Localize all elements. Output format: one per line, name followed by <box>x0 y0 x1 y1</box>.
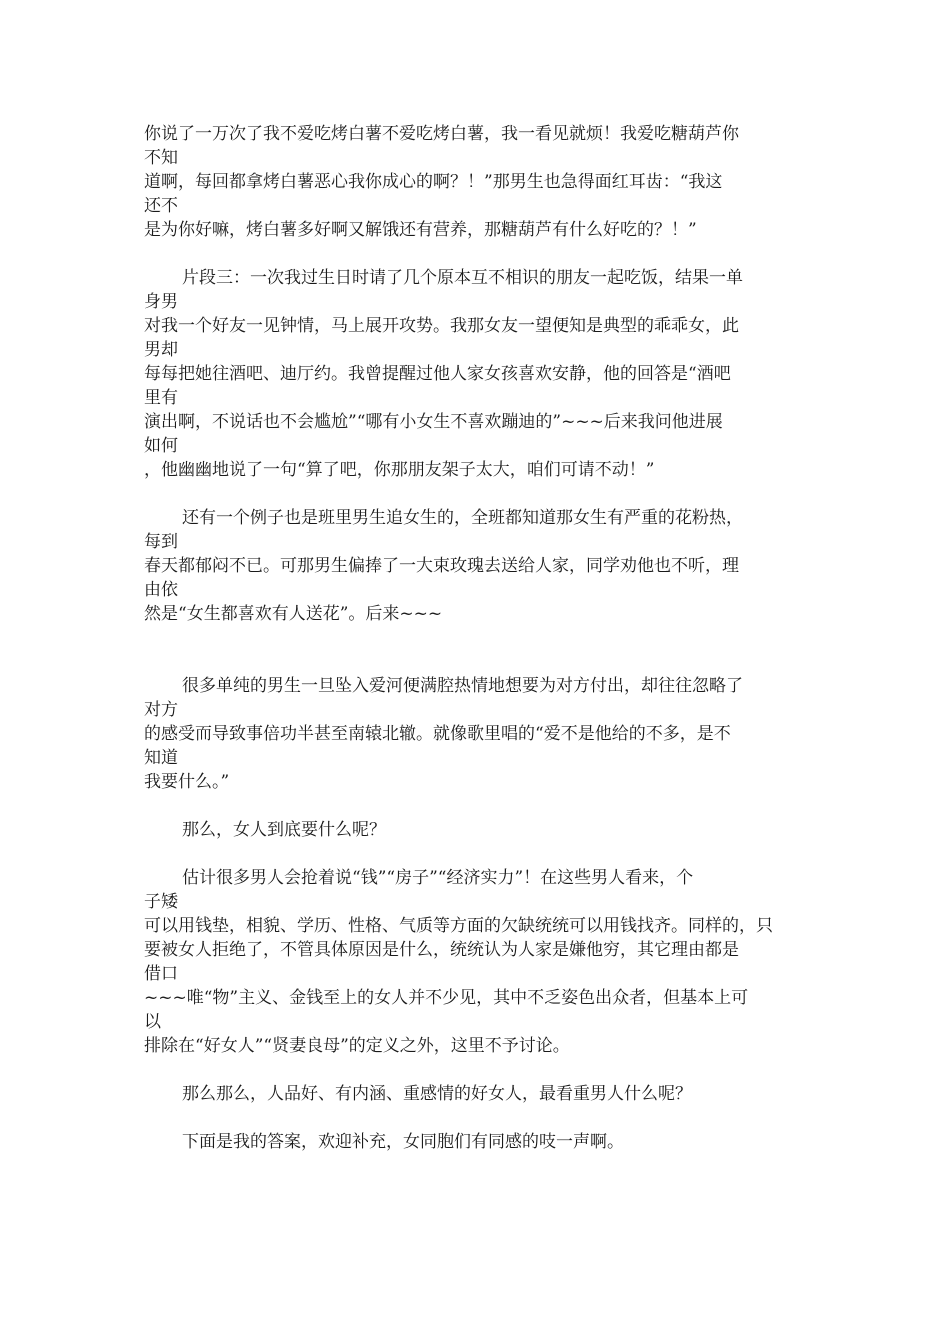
document-body <box>144 122 816 1154</box>
text-line: ，他幽幽地说了一句“算了吧，你那朋友架子太大，咱们可请不动！” <box>144 460 655 480</box>
text-line: 不知 <box>144 148 178 168</box>
text-line: 里有 <box>144 388 178 408</box>
text-line: 要被女人拒绝了，不管具体原因是什么，统统认为人家是嫌他穷，其它理由都是 <box>144 940 739 960</box>
text-line: 对方 <box>144 700 178 720</box>
paragraph-5 <box>144 818 816 842</box>
paragraph-gap <box>144 794 816 818</box>
text-line: 男却 <box>144 340 178 360</box>
text-line: 如何 <box>144 436 178 456</box>
paragraph-2 <box>144 266 816 482</box>
text-line: 演出啊，不说话也不会尴尬”“哪有小女生不喜欢蹦迪的”~~~后来我问他进展 <box>144 412 723 432</box>
text-line: 排除在“好女人”“贤妻良母”的定义之外，这里不予讨论。 <box>144 1036 570 1056</box>
paragraph-3 <box>144 506 816 626</box>
text-line: 对我一个好友一见钟情，马上展开攻势。我那女友一望便知是典型的乖乖女，此 <box>144 316 739 336</box>
text-line: 可以用钱垫，相貌、学历、性格、气质等方面的欠缺统统可以用钱找齐。同样的，只 <box>144 916 773 936</box>
text-line: 还有一个例子也是班里男生追女生的，全班都知道那女生有严重的花粉热， <box>182 508 743 528</box>
text-line: 以 <box>144 1012 161 1032</box>
paragraph-8 <box>144 1130 816 1154</box>
paragraph-gap <box>144 242 816 266</box>
text-line: 我要什么。” <box>144 772 230 792</box>
paragraph-gap <box>144 1106 816 1130</box>
text-line: 估计很多男人会抢着说“钱”“房子”“经济实力”！在这些男人看来，个 <box>182 868 694 888</box>
paragraph-gap <box>144 1058 816 1082</box>
text-line: 身男 <box>144 292 178 312</box>
paragraph-1 <box>144 122 816 242</box>
text-line: 由依 <box>144 580 178 600</box>
text-line: 每到 <box>144 532 178 552</box>
text-line: 是为你好嘛，烤白薯多好啊又解饿还有营养，那糖葫芦有什么好吃的？！” <box>144 220 697 240</box>
text-line: 还不 <box>144 196 178 216</box>
text-line: 借口 <box>144 964 178 984</box>
paragraph-gap <box>144 626 816 674</box>
paragraph-6 <box>144 866 816 1058</box>
paragraph-gap <box>144 482 816 506</box>
text-line: 知道 <box>144 748 178 768</box>
text-line: 的感受而导致事倍功半甚至南辕北辙。就像歌里唱的“爱不是他给的不多，是不 <box>144 724 731 744</box>
paragraph-4 <box>144 674 816 794</box>
text-line: 春天都郁闷不已。可那男生偏捧了一大束玫瑰去送给人家，同学劝他也不听，理 <box>144 556 739 576</box>
paragraph-7 <box>144 1082 816 1106</box>
text-line: 子矮 <box>144 892 178 912</box>
paragraph-gap <box>144 842 816 866</box>
text-line: 你说了一万次了我不爱吃烤白薯不爱吃烤白薯，我一看见就烦！我爱吃糖葫芦你 <box>144 124 739 144</box>
text-line: 然是“女生都喜欢有人送花”。后来~~~ <box>144 604 443 624</box>
text-line: 道啊，每回都拿烤白薯恶心我你成心的啊？！”那男生也急得面红耳齿：“我这 <box>144 172 723 192</box>
text-line: 下面是我的答案，欢迎补充，女同胞们有同感的吱一声啊。 <box>182 1132 624 1152</box>
text-line: 那么那么，人品好、有内涵、重感情的好女人，最看重男人什么呢？ <box>182 1084 692 1104</box>
text-line: ~~~唯“物”主义、金钱至上的女人并不少见，其中不乏姿色出众者，但基本上可 <box>144 988 749 1008</box>
text-line: 很多单纯的男生一旦坠入爱河便满腔热情地想要为对方付出，却往往忽略了 <box>182 676 743 696</box>
text-line: 每每把她往酒吧、迪厅约。我曾提醒过他人家女孩喜欢安静，他的回答是“酒吧 <box>144 364 731 384</box>
text-line: 片段三：一次我过生日时请了几个原本互不相识的朋友一起吃饭，结果一单 <box>182 268 743 288</box>
text-line: 那么，女人到底要什么呢？ <box>182 820 386 840</box>
